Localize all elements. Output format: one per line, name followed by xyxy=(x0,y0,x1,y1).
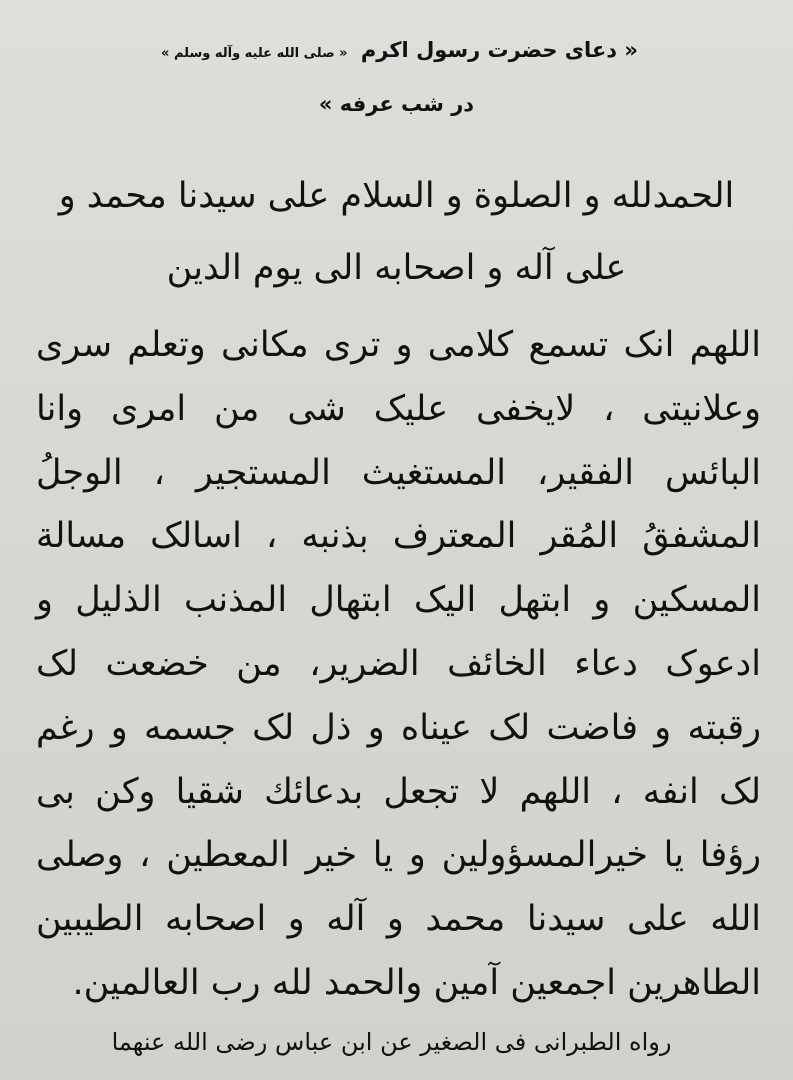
prayer-line-2: وعلانیتی ، لایخفی علیک شی من امری وانا xyxy=(36,388,761,429)
citation-text: رواه الطبرانی فی الصغیر عن ابن عباس رضی الله عنهما xyxy=(111,1028,672,1056)
opening-line-1: الحمدلله و الصلوة و السلام علی سیدنا محمد و xyxy=(58,176,735,216)
prayer-line-4: المشفقُ المُقر المعترف بذنبه ، اسالک مسالة xyxy=(36,516,761,557)
prayer-line-5: المسکین و ابتهل الیک ابتهال المذنب الذلیل و xyxy=(36,580,761,621)
prayer-line-6: ادعوک دعاء الخائف الضریر، من خضعت لک xyxy=(36,643,761,684)
opening-paragraph xyxy=(40,160,753,304)
heading-title xyxy=(60,38,733,62)
salawat-text: « صلی الله علیه وآله وسلم » xyxy=(161,46,348,61)
prayer-line-7: رقبته و فاضت لک عیناه و ذل لک جسمه و رغم xyxy=(36,707,761,748)
prayer-paragraph xyxy=(36,314,761,1016)
prayer-line-3: البائس الفقیر، المستغیث المستجیر ، الوجلُ xyxy=(36,452,761,493)
heading-subtitle: در شب عرفه » xyxy=(318,92,475,116)
prayer-line-1: اللهم انک تسمع کلامی و تری مکانی وتعلم سری xyxy=(36,325,761,365)
heading-title-text: « دعای حضرت رسول اکرم xyxy=(360,38,638,62)
opening-line-2: علی آله و اصحابه الی یوم الدین xyxy=(166,248,627,288)
prayer-line-9: رؤفا یا خیرالمسؤولین و یا خیر المعطین ، وصلی xyxy=(36,835,761,876)
prayer-line-11: الطاهرین اجمعین آمین والحمد لله رب العالمین. xyxy=(72,962,761,1003)
prayer-line-8: لک انفه ، اللهم لا تجعل بدعائك شقیا وکن بی xyxy=(36,771,761,812)
prayer-line-10: الله علی سیدنا محمد و آله و اصحابه الطیبین xyxy=(36,899,761,940)
